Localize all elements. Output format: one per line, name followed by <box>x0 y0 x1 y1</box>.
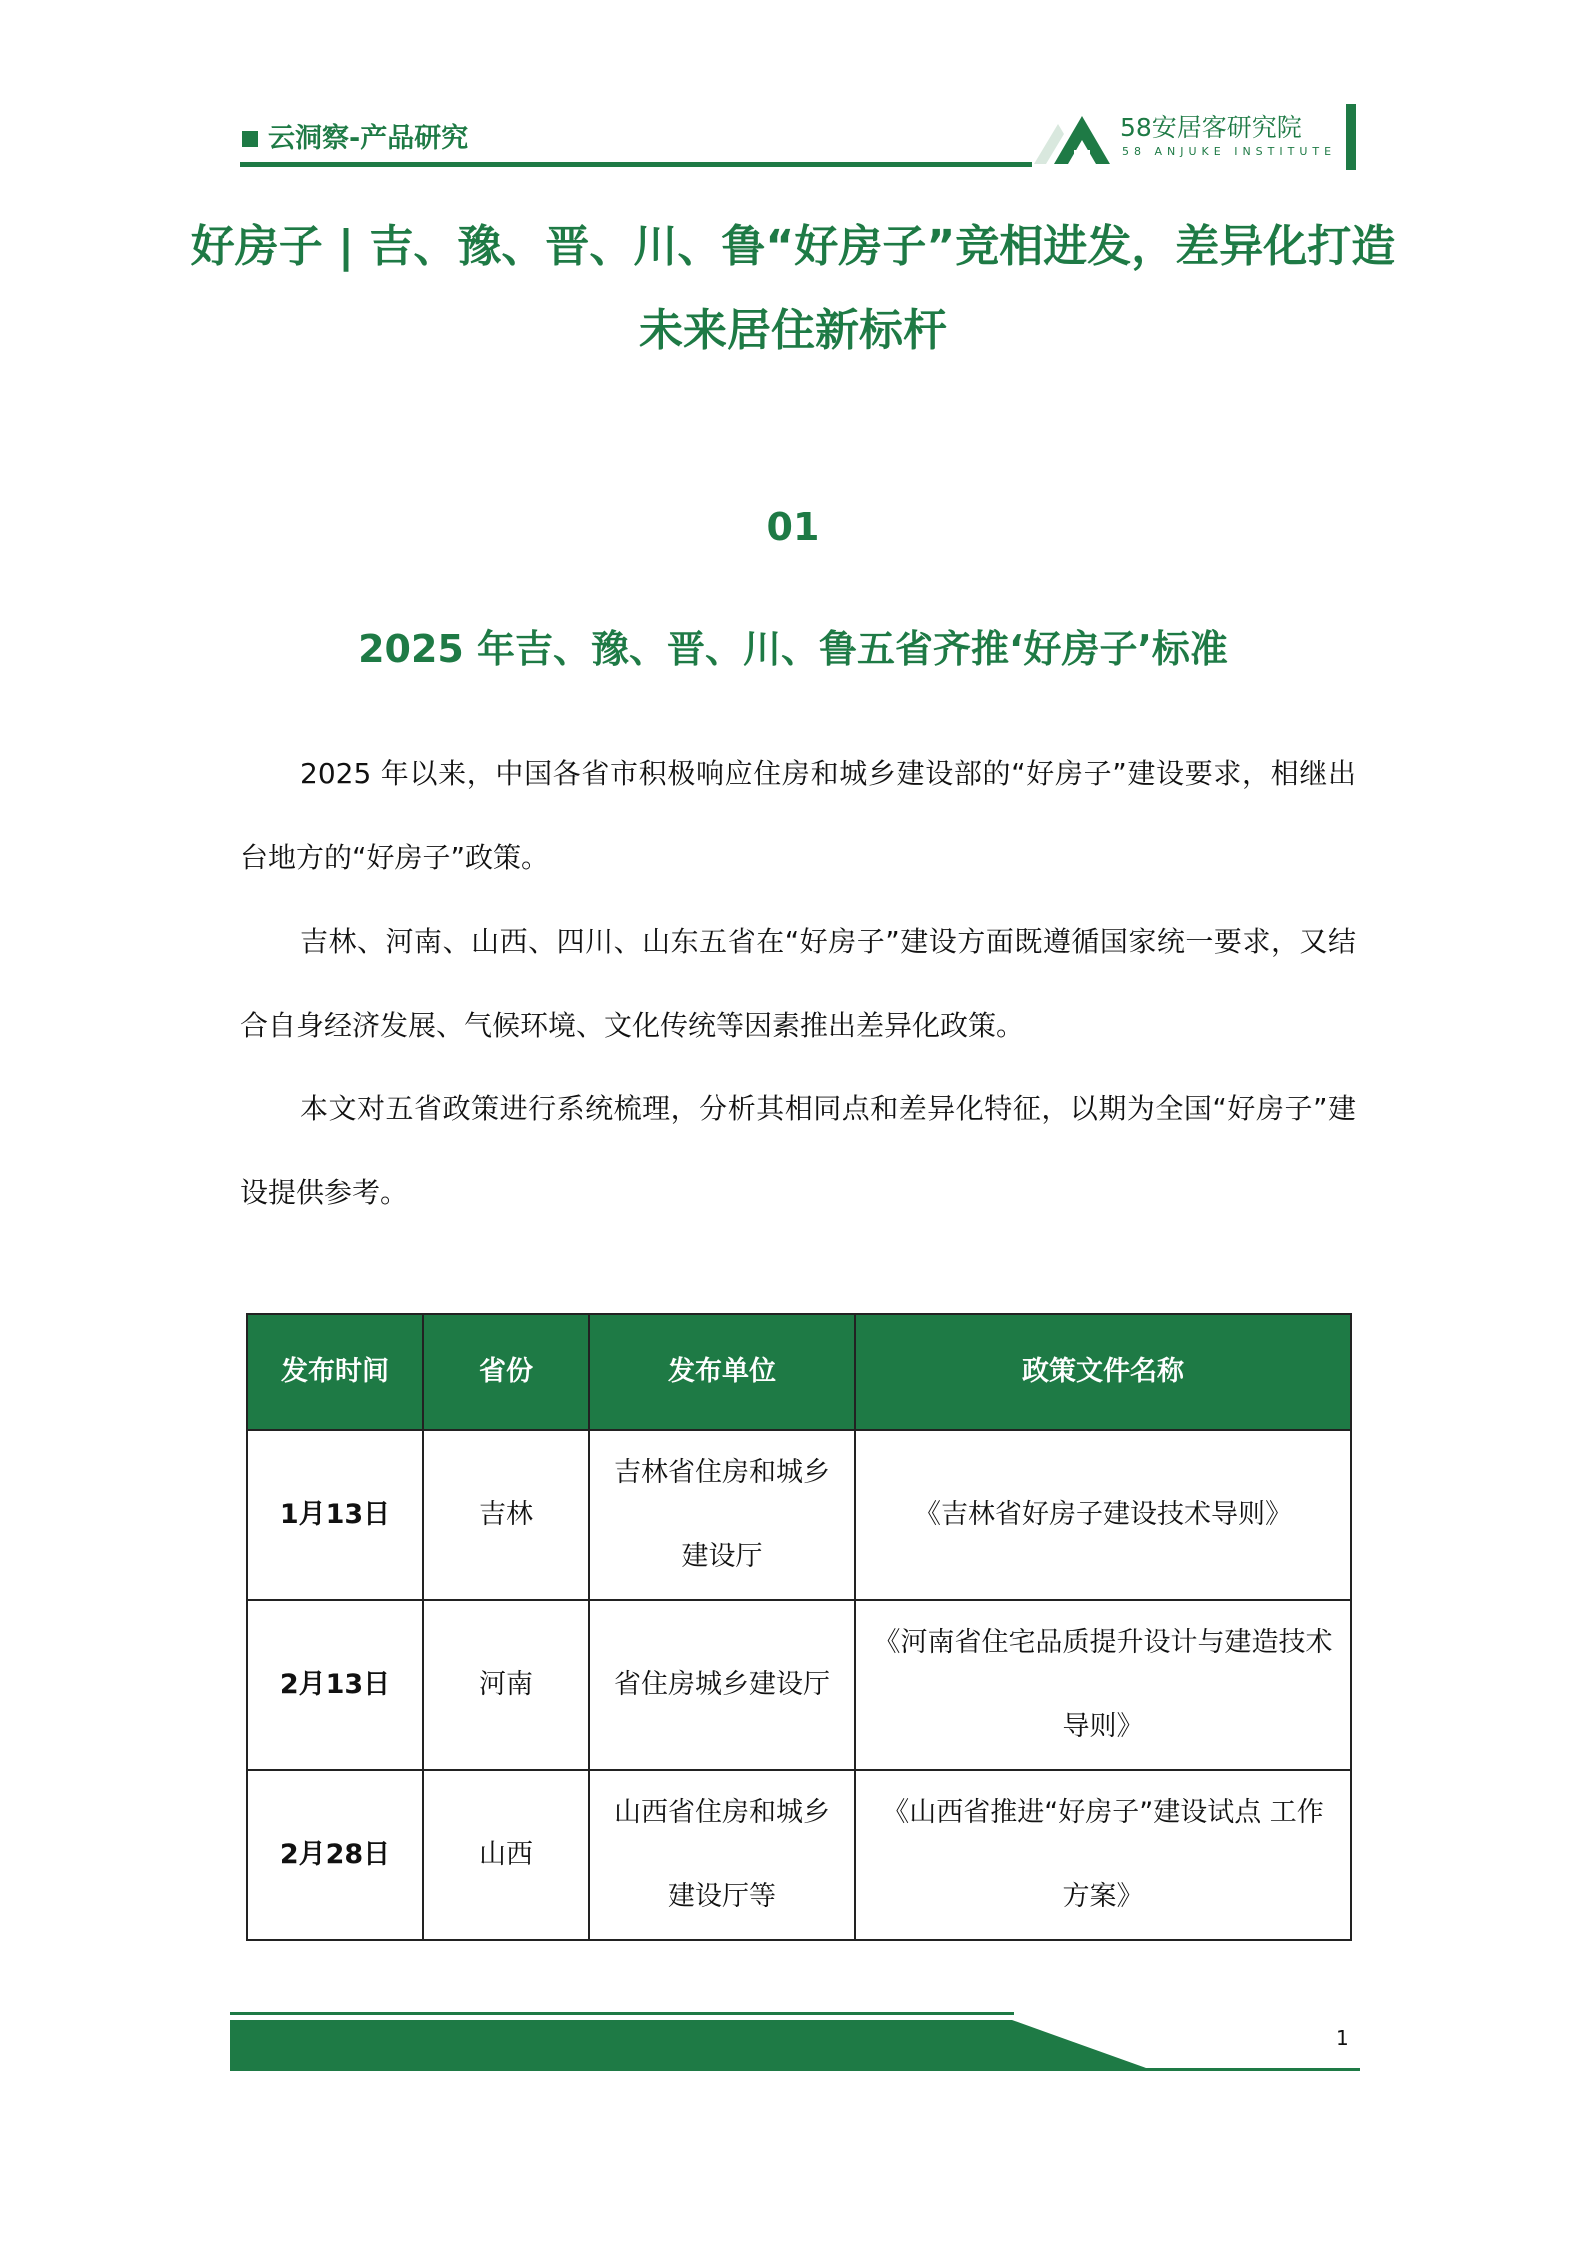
page-title: 好房子 | 吉、豫、晋、川、鲁“好房子”竞相进发，差异化打造未来居住新标杆 <box>190 221 1396 356</box>
cell-unit: 省住房城乡建设厅 <box>589 1600 855 1770</box>
section-number: 01 <box>766 505 820 549</box>
column-header-unit: 发布单位 <box>589 1314 855 1430</box>
cell-date: 2月13日 <box>247 1600 423 1770</box>
policy-table <box>246 1313 1352 1941</box>
column-header-document: 政策文件名称 <box>855 1314 1351 1430</box>
cell-unit: 吉林省住房和城乡建设厅 <box>589 1430 855 1600</box>
footer-band <box>230 2020 1360 2072</box>
header-vertical-bar <box>1346 104 1356 170</box>
logo-chinese-name: 58安居客研究院 <box>1120 113 1302 142</box>
cell-province: 河南 <box>423 1600 589 1770</box>
cell-document: 《吉林省好房子建设技术导则》 <box>855 1430 1351 1600</box>
body-paragraph-2: 吉林、河南、山西、四川、山东五省在“好房子”建设方面既遵循国家统一要求，又结合自身经济发展、气候环境、文化传统等因素推出差异化政策。 <box>240 925 1356 1042</box>
body-paragraph-1: 2025 年以来，中国各省市积极响应住房和城乡建设部的“好房子”建设要求，相继出台地方的“好房子”政策。 <box>240 757 1356 874</box>
cell-document: 《河南省住宅品质提升设计与建造技术导则》 <box>855 1600 1351 1770</box>
cell-unit: 山西省住房和城乡建设厅等 <box>589 1770 855 1940</box>
table-row <box>247 1600 1351 1770</box>
cell-province: 吉林 <box>423 1430 589 1600</box>
footer-thin-rule <box>230 2012 1014 2015</box>
header-square-marker <box>242 131 258 147</box>
cell-date: 1月13日 <box>247 1430 423 1600</box>
table-row <box>247 1770 1351 1940</box>
table-header-row <box>247 1314 1351 1430</box>
logo-english-name: 58 ANJUKE INSTITUTE <box>1122 145 1337 158</box>
body-paragraph-3: 本文对五省政策进行系统梳理，分析其相同点和差异化特征，以期为全国“好房子”建设提供参考。 <box>240 1092 1356 1209</box>
section-title: 2025 年吉、豫、晋、川、鲁五省齐推‘好房子’标准 <box>358 627 1228 671</box>
column-header-province: 省份 <box>423 1314 589 1430</box>
cell-date: 2月28日 <box>247 1770 423 1940</box>
header-rule <box>240 162 1032 167</box>
cell-document: 《山西省推进“好房子”建设试点 工作方案》 <box>855 1770 1351 1940</box>
table-row <box>247 1430 1351 1600</box>
cell-province: 山西 <box>423 1770 589 1940</box>
anjuke-logo-icon <box>1024 110 1114 166</box>
column-header-date: 发布时间 <box>247 1314 423 1430</box>
page-number: 1 <box>1336 2026 1349 2050</box>
header-section-label: 云洞察-产品研究 <box>268 123 469 154</box>
